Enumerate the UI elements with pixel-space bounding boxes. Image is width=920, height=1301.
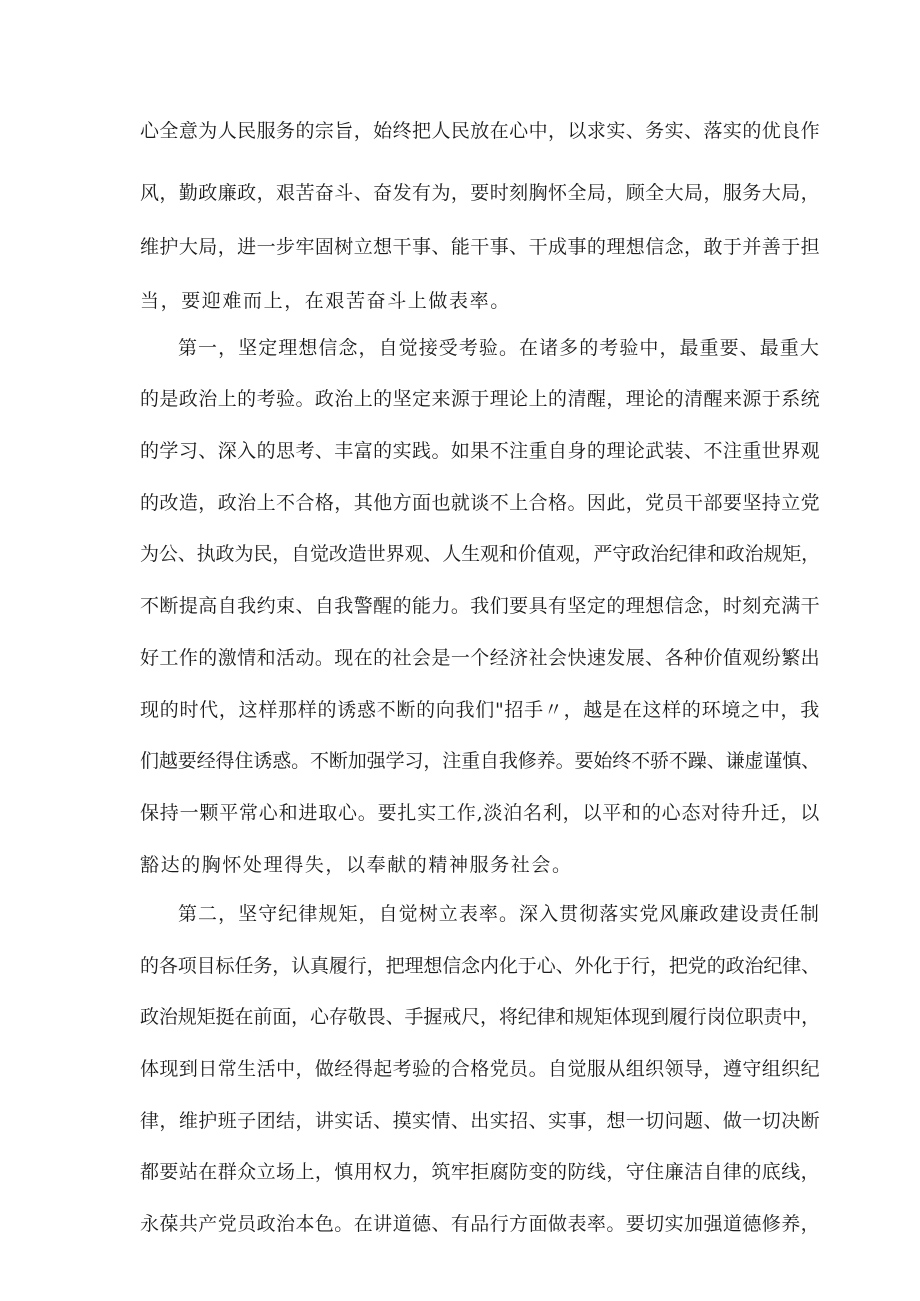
text-line: 政治规矩挺在前面，心存敬畏、手握戒尺，将纪律和规矩体现到履行岗位职责中， — [140, 1006, 821, 1028]
text-line: 维护大局，进一步牢固树立想干事、能干事、干成事的理想信念，敢于并善于担 — [140, 236, 821, 258]
text-line: 都要站在群众立场上，慎用权力，筑牢拒腐防变的防线，守住廉洁自律的底线， — [140, 1161, 821, 1183]
text-line: 心全意为人民服务的宗旨，始终把人民放在心中，以求实、务实、落实的优良作 — [140, 120, 821, 142]
text-line: 的是政治上的考验。政治上的坚定来源于理论上的清醒，理论的清醒来源于系统 — [140, 388, 821, 410]
text-line: 的学习、深入的思考、丰富的实践。如果不注重自身的理论武装、不注重世界观 — [140, 440, 821, 462]
text-line: 当，要迎难而上，在艰苦奋斗上做表率。 — [140, 290, 511, 312]
text-line: 律，维护班子团结，讲实话、摸实情、出实招、实事，想一切问题、做一切决断 — [140, 1110, 821, 1132]
text-line: 体现到日常生活中，做经得起考验的合格党员。自觉服从组织领导，遵守组织纪 — [140, 1058, 821, 1080]
text-line: 保持一颗平常心和进取心。要扎实工作,淡泊名利，以平和的心态对待升迁，以 — [140, 802, 821, 824]
paragraph-start-line: 第二，坚守纪律规矩，自觉树立表率。深入贯彻落实党风廉政建设责任制 — [178, 903, 820, 925]
text-line: 好工作的激情和活动。现在的社会是一个经济社会快速发展、各种价值观纷繁出 — [140, 647, 821, 669]
text-line: 的改造，政治上不合格，其他方面也就谈不上合格。因此，党员干部要坚持立党 — [140, 492, 821, 514]
paragraph-start-line: 第一，坚定理想信念，自觉接受考验。在诸多的考验中，最重要、最重大 — [178, 337, 820, 359]
text-line: 不断提高自我约束、自我警醒的能力。我们要具有坚定的理想信念，时刻充满干 — [140, 595, 821, 617]
text-line: 永葆共产党员政治本色。在讲道德、有品行方面做表率。要切实加强道德修养， — [140, 1213, 821, 1235]
text-line: 豁达的胸怀处理得失，以奉献的精神服务社会。 — [140, 854, 573, 876]
text-line: 为公、执政为民，自觉改造世界观、人生观和价值观，严守政治纪律和政治规矩， — [140, 543, 821, 565]
text-line: 的各项目标任务，认真履行，把理想信念内化于心、外化于行，把党的政治纪律、 — [140, 955, 821, 977]
text-line: 们越要经得住诱惑。不断加强学习，注重自我修养。要始终不骄不躁、谦虚谨慎、 — [140, 750, 821, 772]
text-line: 风，勤政廉政，艰苦奋斗、奋发有为，要时刻胸怀全局，顾全大局，服务大局， — [140, 182, 821, 204]
text-line: 现的时代，这样那样的诱惑不断的向我们"招手〃，越是在这样的环境之中，我 — [140, 699, 820, 721]
